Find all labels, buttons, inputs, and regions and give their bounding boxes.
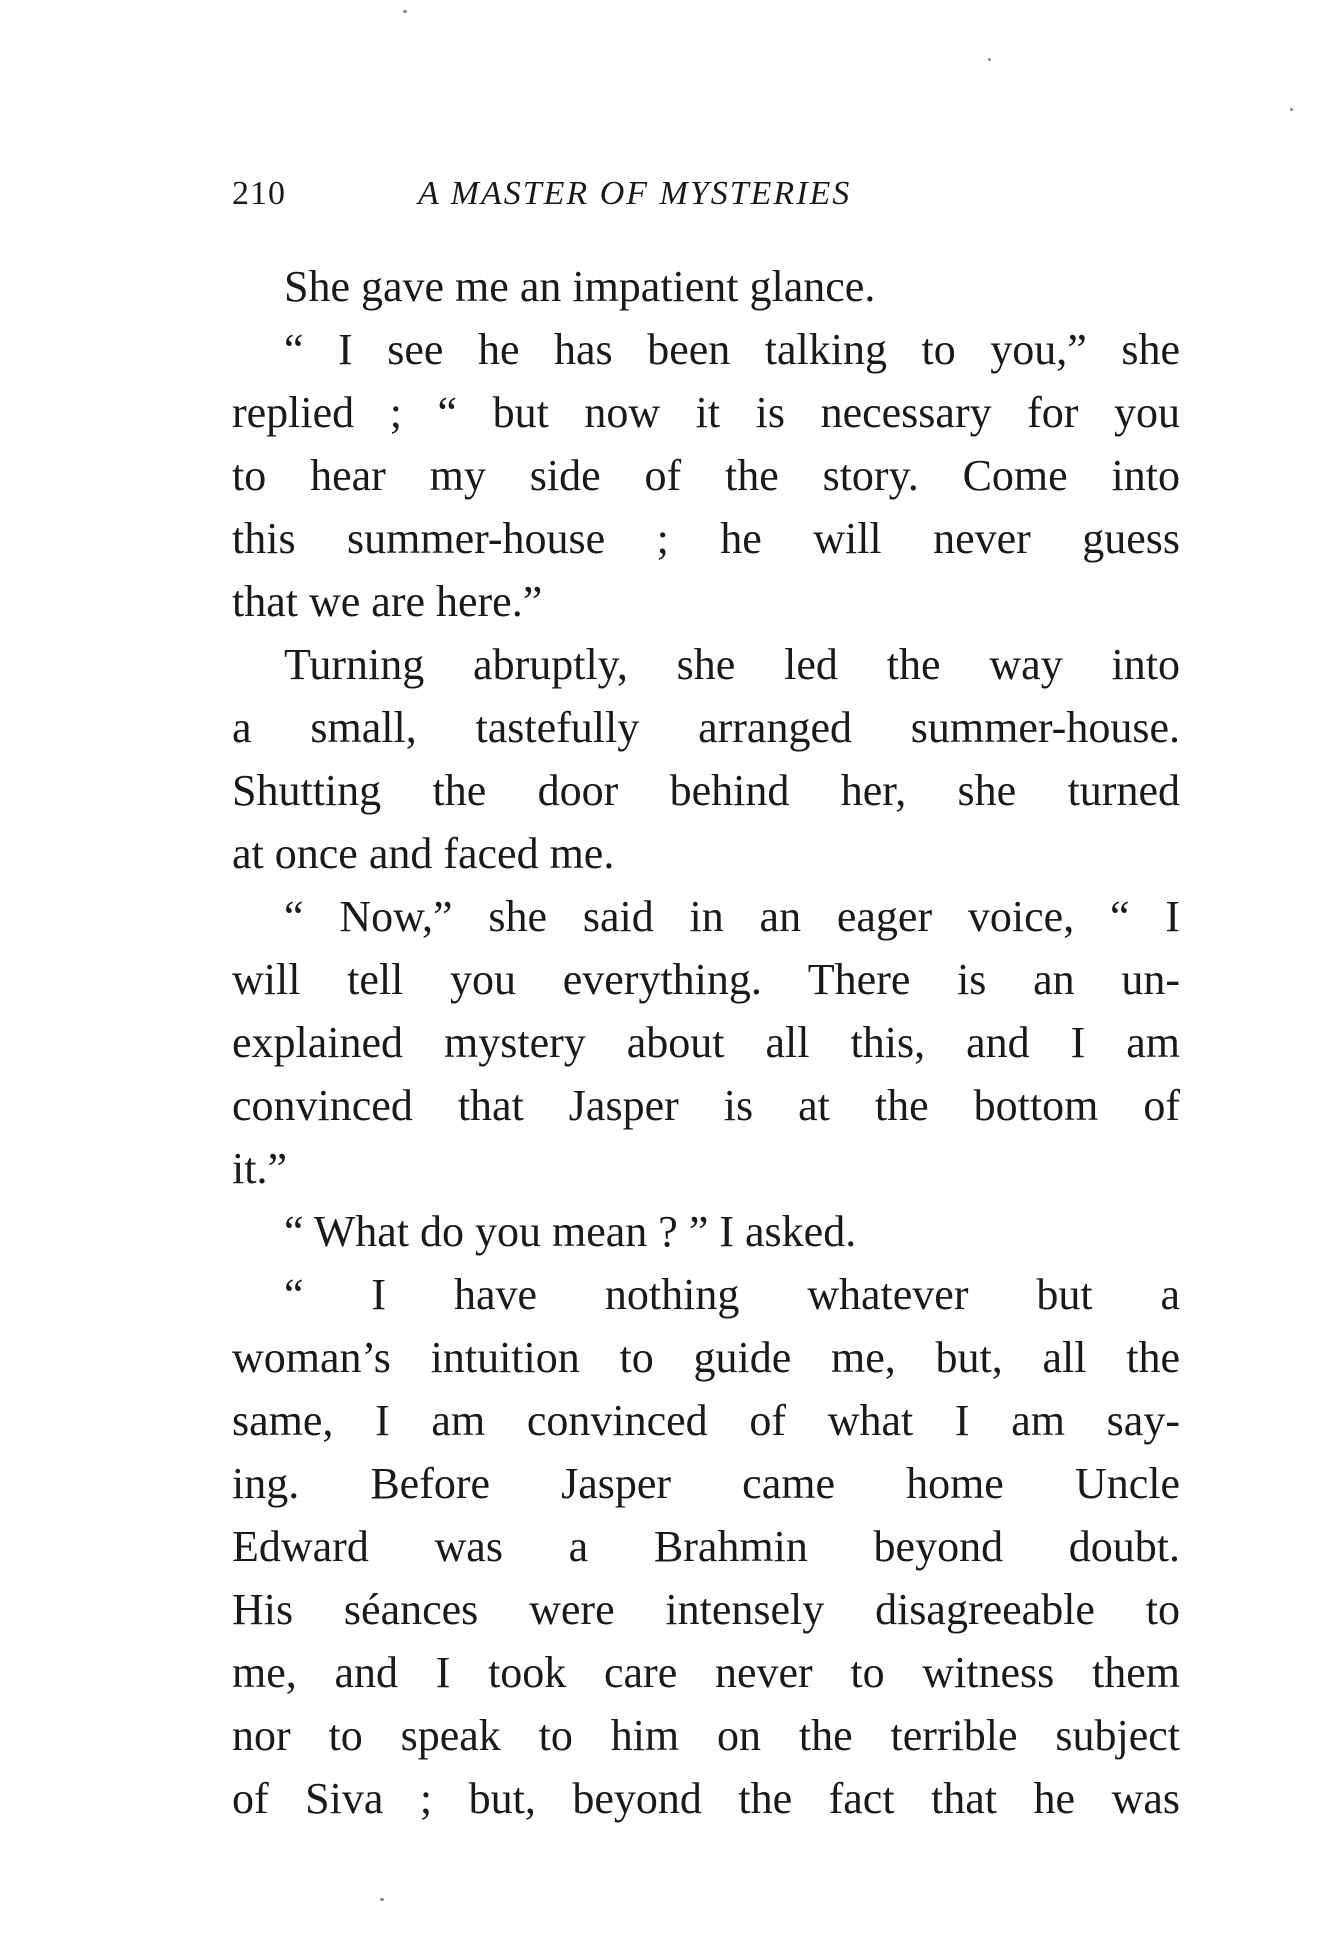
text-line: “ What do you mean ? ” I asked. [284,1207,857,1256]
running-title: A MASTER OF MYSTERIES [418,175,852,212]
scan-speck [988,58,991,61]
text-line: ing. Before Jasper came home Uncle [232,1459,1180,1508]
text-line: will tell you everything. There is an un- [232,955,1180,1004]
text-line: “ I have nothing whatever but a [284,1270,1180,1319]
text-line: replied ; “ but now it is necessary for you [232,388,1180,437]
text-line: convinced that Jasper is at the bottom of [232,1081,1180,1130]
text-line: same, I am convinced of what I am say- [232,1396,1180,1445]
body-text [232,255,1180,1830]
text-line: to hear my side of the story. Come into [232,451,1180,500]
text-line: of Siva ; but, beyond the fact that he was [232,1774,1180,1823]
text-line: it.” [232,1144,287,1193]
scan-speck [380,1898,384,1901]
page-number: 210 [232,175,286,212]
text-line: His séances were intensely disagreeable to [232,1585,1180,1634]
text-line: that we are here.” [232,577,543,626]
text-line: a small, tastefully arranged summer-house. [232,703,1180,752]
text-line: me, and I took care never to witness them [232,1648,1180,1697]
text-line: nor to speak to him on the terrible subject [232,1711,1180,1760]
text-line: woman’s intuition to guide me, but, all the [232,1333,1180,1382]
text-line: at once and faced me. [232,829,615,878]
text-line: Turning abruptly, she led the way into [284,640,1180,689]
running-head [232,170,1002,218]
text-line: explained mystery about all this, and I am [232,1018,1180,1067]
text-line: She gave me an impatient glance. [284,262,876,311]
scan-speck [1290,108,1293,111]
text-line: “ I see he has been talking to you,” she [284,325,1180,374]
text-line: this summer-house ; he will never guess [232,514,1180,563]
text-line: “ Now,” she said in an eager voice, “ I [284,892,1180,941]
text-line: Shutting the door behind her, she turned [232,766,1180,815]
scan-speck [403,10,407,13]
text-line: Edward was a Brahmin beyond doubt. [232,1522,1180,1571]
